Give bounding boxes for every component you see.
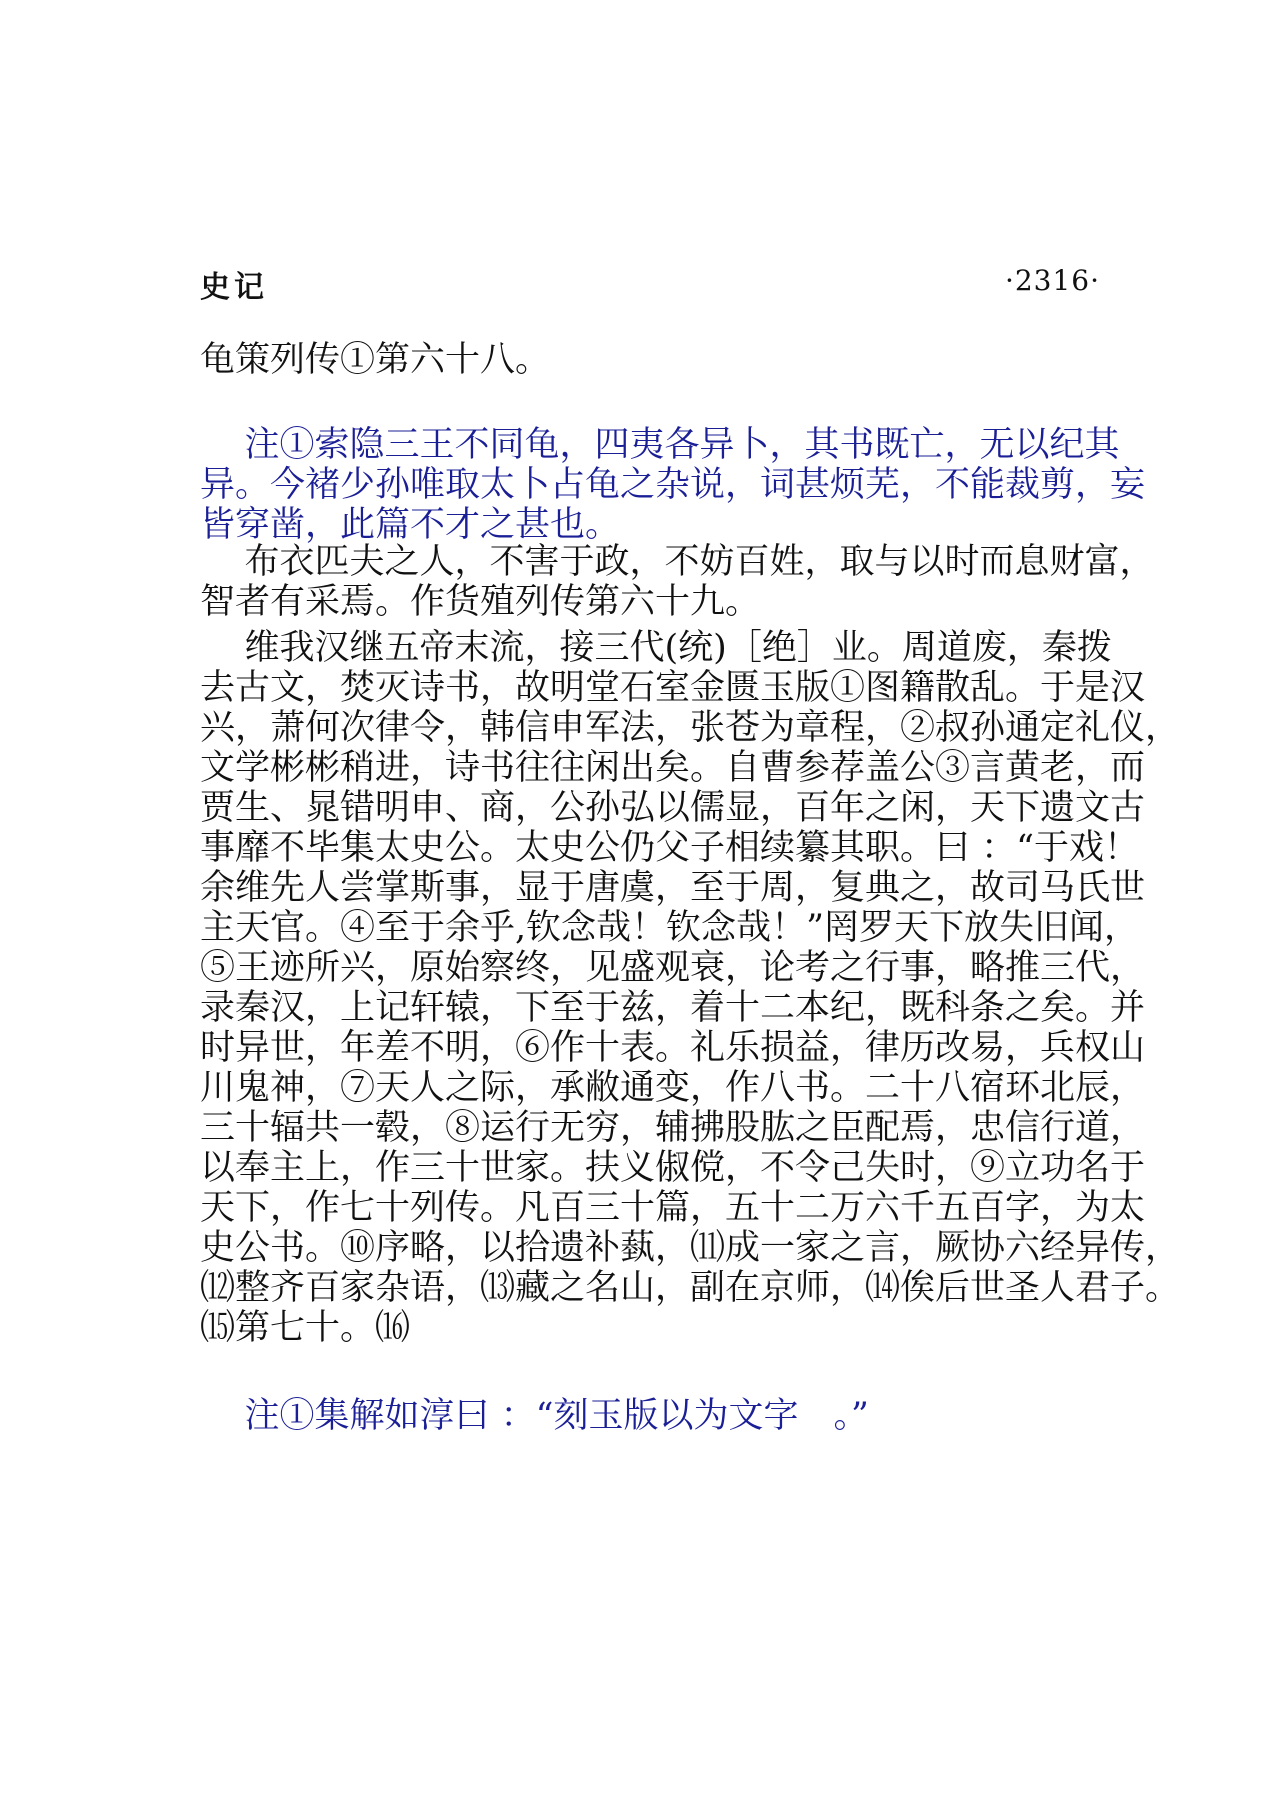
text-line: 文学彬彬稍进，诗书往往闲出矣。自曹参荐盖公③言黄老，而 (200, 748, 1146, 788)
text-line: 主天官。④至于余乎,钦念哉！钦念哉！”罔罗天下放失旧闻， (200, 908, 1140, 948)
text-line: ⒂第七十。⒃ (200, 1308, 411, 1348)
body-paragraph (200, 542, 1155, 622)
text-line: 维我汉继五帝末流，接三代(统)［绝］业。周道废，秦拨 (200, 628, 1112, 668)
text-line: ⑤王迹所兴，原始察终，见盛观衰，论考之行事，略推三代， (200, 948, 1146, 988)
text-line: 布衣匹夫之人，不害于政，不妨百姓，取与以时而息财富， (200, 542, 1155, 582)
text-line: 注①集解如淳曰 ：“刻玉版以为文字 。” (200, 1396, 869, 1436)
text-line: 兴，萧何次律令，韩信申军法，张苍为章程，②叔孙通定礼仪， (200, 708, 1181, 748)
text-line: 时异世，年差不明，⑥作十表。礼乐损益，律历改易，兵权山 (200, 1028, 1146, 1068)
text-line: 录秦汉，上记轩辕，下至于兹，着十二本纪，既科条之矣。并 (200, 988, 1146, 1028)
text-line: 史公书。⑩序略，以拾遗补蓺，⑾成一家之言，厥协六经异传， (200, 1228, 1181, 1268)
text-line: 龟策列传①第六十八。 (200, 340, 551, 380)
text-line: 去古文，焚灭诗书，故明堂石室金匮玉版①图籍散乱。于是汉 (200, 668, 1146, 708)
text-line: 异。今褚少孙唯取太卜占龟之杂说，词甚烦芜，不能裁剪，妄 (200, 465, 1146, 505)
book-title: 史记 (200, 270, 268, 305)
text-line: 天下，作七十列传。凡百三十篇，五十二万六千五百字，为太 (200, 1188, 1146, 1228)
annotation-note (200, 425, 1146, 545)
annotation-note (200, 1396, 1120, 1436)
page-number: ·2316· (1004, 264, 1100, 297)
page-header (200, 262, 1100, 305)
text-line: 事靡不毕集太史公。太史公仍父子相续纂其职。曰 ：“于戏！ (200, 828, 1140, 868)
text-line: 贾生、晁错明申、商，公孙弘以儒显，百年之闲，天下遗文古 (200, 788, 1146, 828)
text-line: 皆穿凿，此篇不才之甚也。 (200, 505, 621, 545)
text-line: 余维先人尝掌斯事，显于唐虞，至于周，复典之，故司马氏世 (200, 868, 1146, 908)
text-line: ⑿整齐百家杂语，⒀藏之名山，副在京师，⒁俟后世圣人君子。 (200, 1268, 1181, 1308)
text-line: 川鬼神，⑦天人之际，承敝通变，作八书。二十八宿环北辰， (200, 1068, 1146, 1108)
body-paragraph (200, 340, 1120, 380)
text-line: 三十辐共一毂，⑧运行无穷，辅拂股肱之臣配焉，忠信行道， (200, 1108, 1146, 1148)
text-line: 智者有采焉。作货殖列传第六十九。 (200, 582, 761, 622)
text-line: 注①索隐三王不同龟，四夷各异卜，其书既亡，无以纪其 (200, 425, 1120, 465)
body-paragraph (200, 628, 1181, 1348)
text-line: 以奉主上，作三十世家。扶义俶傥，不令己失时，⑨立功名于 (200, 1148, 1146, 1188)
